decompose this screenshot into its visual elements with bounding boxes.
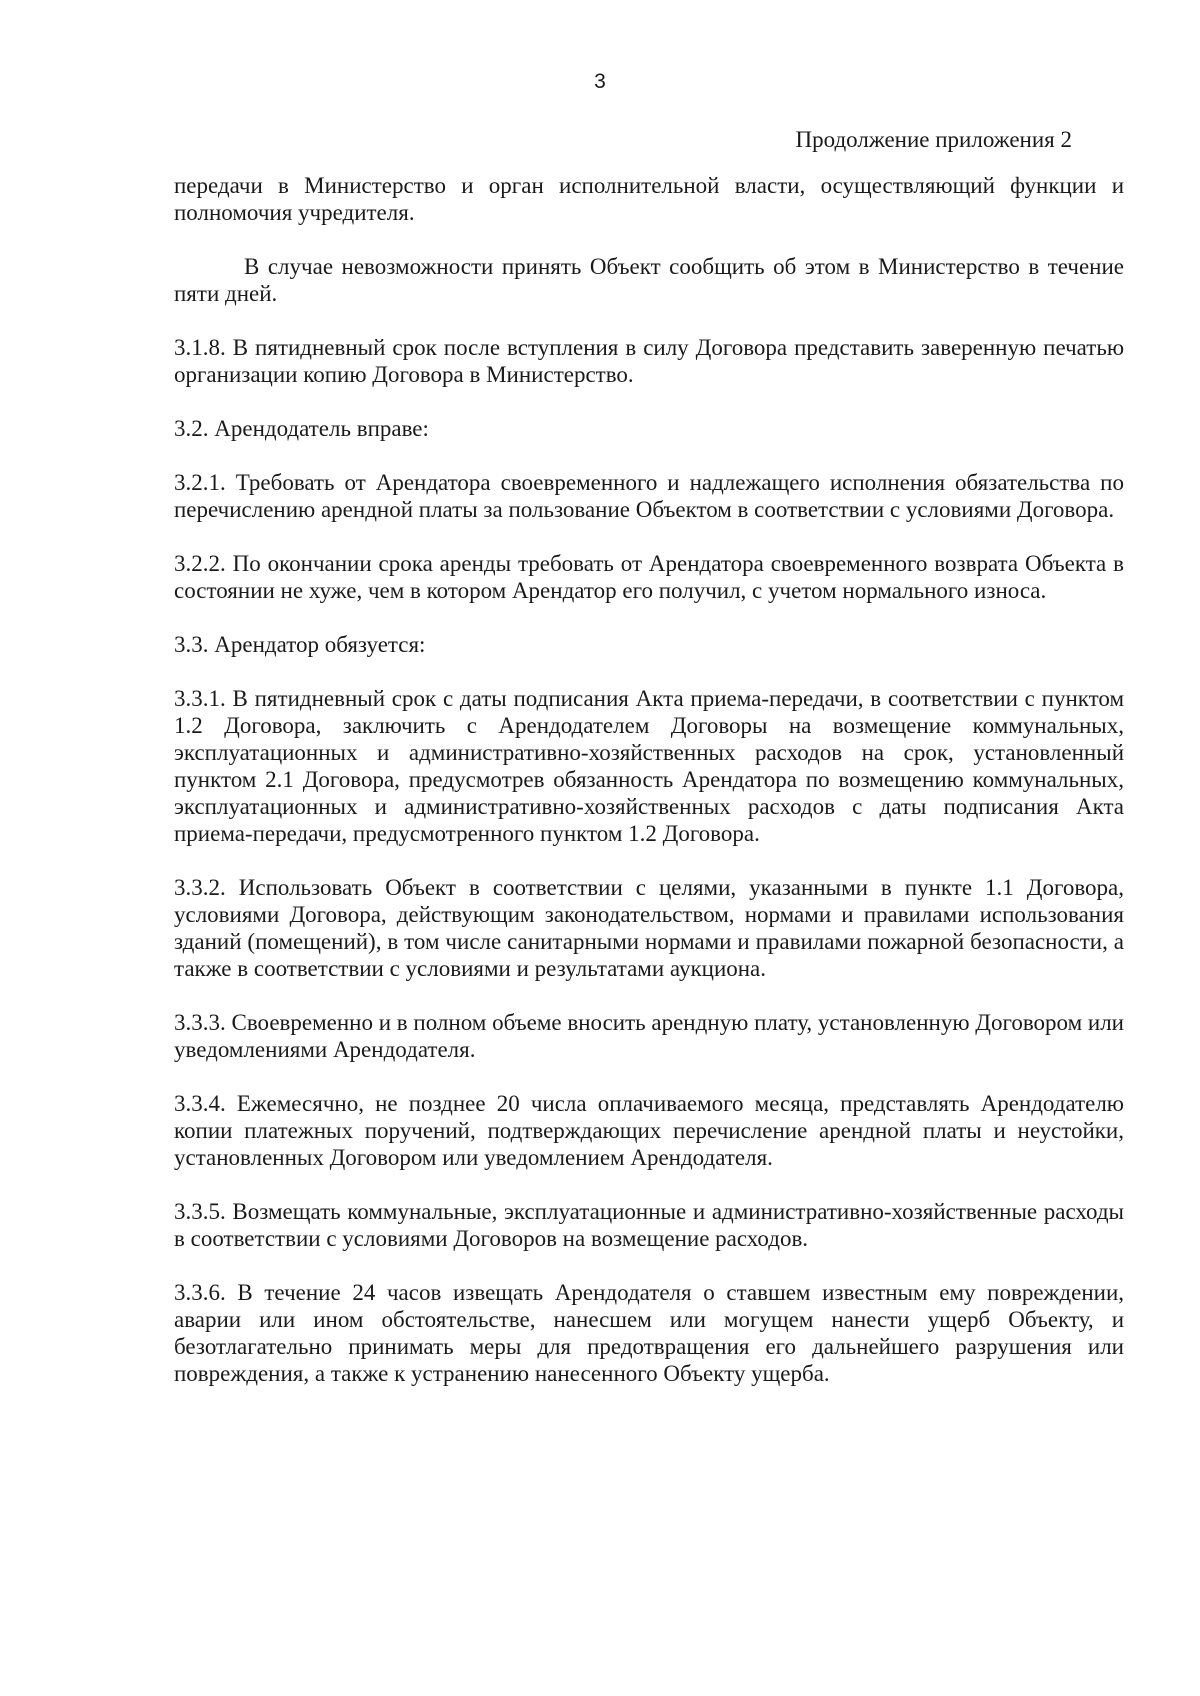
appendix-note: Продолжение приложения 2 xyxy=(795,127,1072,152)
paragraph-3-1-8: 3.1.8. В пятидневный срок после вступления в силу Договора представить заверенную печатью организации копию Договора в Министерство. xyxy=(174,335,1124,387)
paragraph-3-3-5: 3.3.5. Возмещать коммунальные, эксплуатационные и административно-хозяйственные расходы в соответствии с условиями Договоров на возмещение расходов. xyxy=(174,1199,1124,1251)
paragraph-3-3-2: 3.3.2. Использовать Объект в соответствии с целями, указанными в пункте 1.1 Договора, условиями Договора, действующим законодательством, нормами и правилами использования зданий (помещений), в том числе санитарными нормами и правилами пожарной безопасности, а также в соответствии с условиями и результатами аукциона. xyxy=(174,875,1124,981)
document-body xyxy=(174,172,1124,1414)
paragraph-3-3-4: 3.3.4. Ежемесячно, не позднее 20 числа оплачиваемого месяца, представлять Арендодателю копии платежных поручений, подтверждающих перечисление арендной платы и неустойки, установленных Договором или уведомлением Арендодателя. xyxy=(174,1091,1124,1170)
paragraph-3-2: 3.2. Арендодатель вправе: xyxy=(174,416,429,441)
paragraph-3-3: 3.3. Арендатор обязуется: xyxy=(174,632,426,657)
paragraph-3-2-2: 3.2.2. По окончании срока аренды требовать от Арендатора своевременного возврата Объекта в состоянии не хуже, чем в котором Арендатор его получил, с учетом нормального износа. xyxy=(174,551,1124,603)
paragraph-3-3-3: 3.3.3. Своевременно и в полном объеме вносить арендную плату, установленную Договором или уведомлениями Арендодателя. xyxy=(174,1010,1124,1062)
page-number: 3 xyxy=(594,70,606,93)
paragraph-3-3-1: 3.3.1. В пятидневный срок с даты подписания Акта приема-передачи, в соответствии с пунктом 1.2 Договора, заключить с Арендодателем Договоры на возмещение коммунальных, эксплуатационных и административно-хозяйственных расходов на срок, установленный пунктом 2.1 Договора, предусмотрев обязанность Арендатора по возмещению коммунальных, эксплуатационных и административно-хозяйственных расходов с даты подписания Акта приема-передачи, предусмотренного пунктом 1.2 Договора. xyxy=(174,686,1124,846)
paragraph-refusal-notice: В случае невозможности принять Объект сообщить об этом в Министерство в течение пяти дней. xyxy=(174,254,1124,306)
paragraph-continuation: передачи в Министерство и орган исполнительной власти, осуществляющий функции и полномочия учредителя. xyxy=(174,173,1124,225)
paragraph-3-2-1: 3.2.1. Требовать от Арендатора своевременного и надлежащего исполнения обязательства по перечислению арендной платы за пользование Объектом в соответствии с условиями Договора. xyxy=(174,470,1124,522)
paragraph-3-3-6: 3.3.6. В течение 24 часов извещать Арендодателя о ставшем известным ему повреждении, аварии или ином обстоятельстве, нанесшем или могущем нанести ущерб Объекту, и безотлагательно принимать меры для предотвращения его дальнейшего разрушения или повреждения, а также к устранению нанесенного Объекту ущерба. xyxy=(174,1280,1124,1386)
